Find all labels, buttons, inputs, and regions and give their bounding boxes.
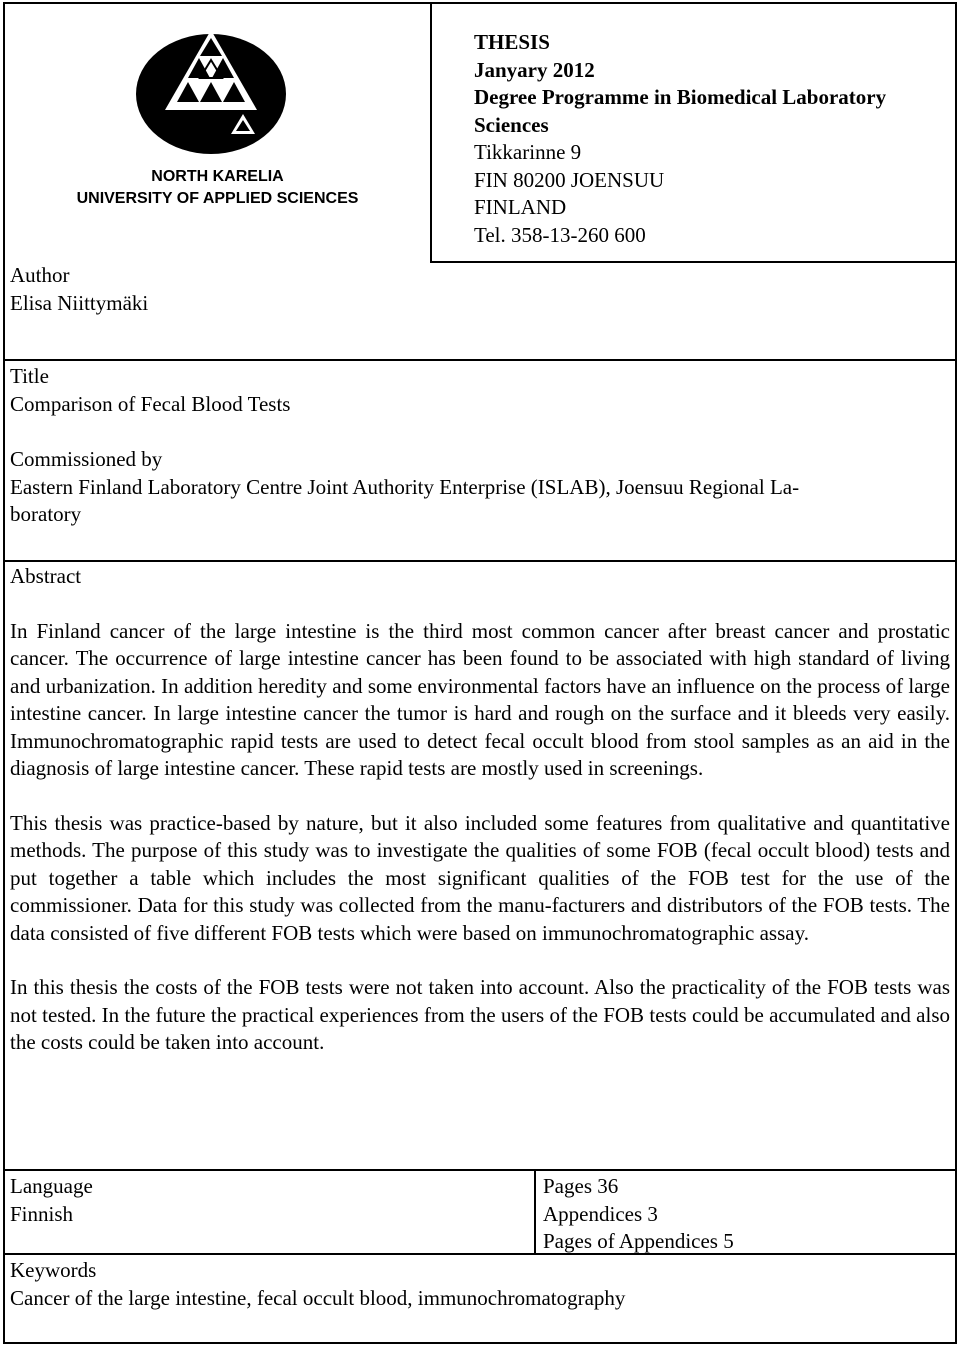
pages-section bbox=[543, 1173, 734, 1256]
institution-name-line1: NORTH KARELIA bbox=[151, 168, 284, 185]
divider bbox=[3, 1253, 957, 1255]
address-street: Tikkarinne 9 bbox=[474, 140, 582, 164]
appendix-pages-count: Pages of Appendices 5 bbox=[543, 1229, 734, 1253]
language-section bbox=[10, 1173, 93, 1228]
author-label: Author bbox=[10, 263, 70, 287]
title-section bbox=[10, 363, 950, 529]
keywords-label: Keywords bbox=[10, 1258, 97, 1282]
pages-count: Pages 36 bbox=[543, 1174, 619, 1198]
title-label: Title bbox=[10, 364, 49, 388]
thesis-date: Janyary 2012 bbox=[474, 57, 595, 82]
language-label: Language bbox=[10, 1174, 93, 1198]
language-value: Finnish bbox=[10, 1201, 74, 1226]
title-value: Comparison of Fecal Blood Tests bbox=[10, 391, 291, 416]
abstract-paragraph-3: In this thesis the costs of the FOB tests were not taken into account. Also the practicality of the FOB tests was not tested. In the future the practical experiences from the users of the FOB tests could be accumulated and also the costs could be taken into account. bbox=[10, 975, 950, 1054]
commissioned-label: Commissioned by bbox=[10, 447, 163, 471]
thesis-label: THESIS bbox=[474, 30, 550, 54]
author-section bbox=[10, 262, 148, 317]
abstract-paragraph-1: In Finland cancer of the large intestine is the third most common cancer after breast cancer and prostatic cancer. The occurrence of large intestine cancer has been found to be associated with high standard of living and urbanization. In addition heredity and some environmental factors have an influence on the process of large intestine cancer. In large intestine cancer the tumor is hard and rough on the surface and it bleeds very easily. Immunochromatographic rapid tests are used to detect fecal occult blood from stool samples as an aid in the diagnosis of large intestine cancer. These rapid tests are mostly used in screenings. bbox=[10, 618, 950, 780]
logo-area bbox=[3, 2, 432, 265]
abstract-label: Abstract bbox=[10, 564, 82, 588]
appendices-count: Appendices 3 bbox=[543, 1201, 658, 1226]
divider bbox=[3, 560, 957, 562]
keywords-value: Cancer of the large intestine, fecal occult blood, immunochromatography bbox=[10, 1285, 626, 1310]
address-country: FINLAND bbox=[474, 195, 567, 219]
divider bbox=[3, 1169, 957, 1171]
address-city: FIN 80200 JOENSUU bbox=[474, 167, 665, 192]
telephone: Tel. 358-13-260 600 bbox=[474, 222, 646, 247]
thesis-info bbox=[474, 29, 886, 249]
commissioned-line1: Eastern Finland Laboratory Centre Joint Authority Enterprise (ISLAB), Joensuu Regional La- bbox=[10, 474, 800, 499]
keywords-section bbox=[10, 1257, 625, 1312]
divider bbox=[534, 1169, 536, 1254]
thesis-info-cell bbox=[430, 2, 957, 263]
degree-programme: Degree Programme in Biomedical Laboratory bbox=[474, 85, 887, 109]
author-name: Elisa Niittymäki bbox=[10, 290, 149, 315]
institution-name-line2: UNIVERSITY OF APPLIED SCIENCES bbox=[76, 190, 359, 207]
abstract-section bbox=[10, 563, 950, 1057]
divider bbox=[3, 359, 957, 361]
abstract-paragraph-2: This thesis was practice-based by nature, but it also included some features from qualitative and quantitative methods. The purpose of this study was to investigate the qualities of some FOB (fecal occult blood) tests and put together a table which includes the most significant qualities of the FOB test for the use of the commissioner. Data for this study was collected from the manu-facturers and distributors of the FOB tests. The data consisted of five different FOB tests which were based on immunochromatographic assay. bbox=[10, 810, 950, 945]
degree-programme-cont: Sciences bbox=[474, 112, 549, 137]
commissioned-line2: boratory bbox=[10, 502, 82, 526]
